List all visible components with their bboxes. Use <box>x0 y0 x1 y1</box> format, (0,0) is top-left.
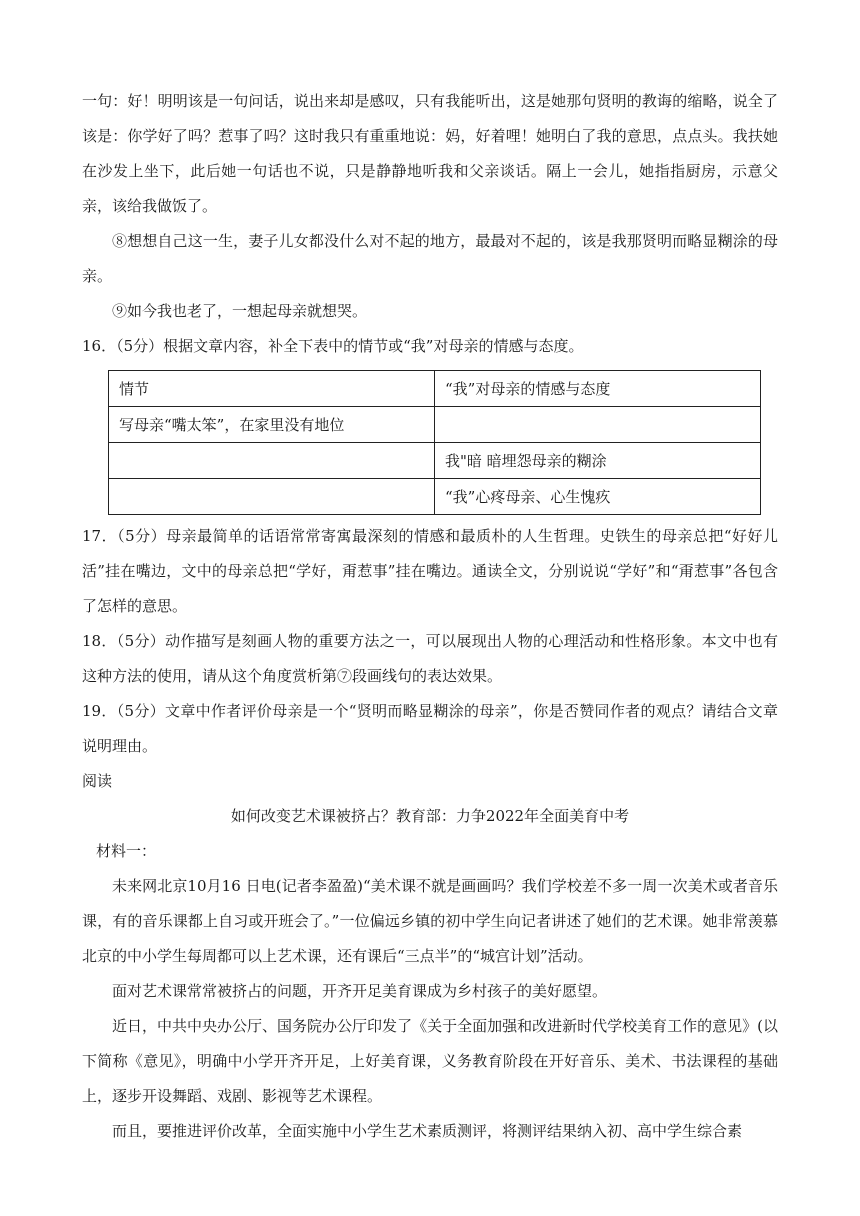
table-row <box>109 407 761 443</box>
table-cell: “我”心疼母亲、心生愧疚 <box>435 479 761 515</box>
table-row <box>109 443 761 479</box>
reading-label: 阅读 <box>82 772 113 790</box>
story-paragraph-8: ⑧想想自己这一生，妻子儿女都没什么对不起的地方，最最对不起的，该是我那贤明而略显糊涂的母亲。 <box>82 232 778 285</box>
article-paragraph-3: 近日，中共中央办公厅、国务院办公厅印发了《关于全面加强和改进新时代学校美育工作的意见》(以下简称《意见》，明确中小学开齐开足，上好美育课，义务教育阶段在开好音乐、美术、书法课程的基础上，逐步开设舞蹈、戏剧、影视等艺术课程。 <box>82 1017 778 1105</box>
table-cell: 写母亲“嘴太笨”，在家里没有地位 <box>109 407 435 443</box>
table-header-cell: “我”对母亲的情感与态度 <box>435 371 761 407</box>
material-label: 材料一： <box>96 842 157 860</box>
story-paragraph-7-tail: 一句：好！明明该是一句问话，说出来却是感叹，只有我能听出，这是她那句贤明的教诲的缩略，说全了该是：你学好了吗？惹事了吗？这时我只有重重地说：妈，好着哩！她明白了我的意思，点点头。我扶她在沙发上坐下，此后她一句话也不说，只是静静地听我和父亲谈话。隔上一会儿，她指指厨房，示意父亲，该给我做饭了。 <box>82 92 778 215</box>
question-19: 19．（5分）文章中作者评价母亲是一个“贤明而略显糊涂的母亲”，你是否赞同作者的观点？请结合文章说明理由。 <box>82 702 778 755</box>
story-paragraph-9: ⑨如今我也老了，一想起母亲就想哭。 <box>112 302 368 320</box>
question-17: 17．（5分）母亲最简单的话语常常寄寓最深刻的情感和最质朴的人生哲理。史铁生的母亲总把“好好儿活”挂在嘴边，文中的母亲总把“学好，甭惹事”挂在嘴边。通读全文，分别说说“学好”和“甭惹事”各包含了怎样的意思。 <box>82 527 778 615</box>
table-header-cell: 情节 <box>109 371 435 407</box>
article-title: 如何改变艺术课被挤占？教育部：力争2022年全面美育中考 <box>230 807 630 825</box>
document-page <box>82 84 778 1149</box>
plot-emotion-table <box>108 370 761 515</box>
article-paragraph-2: 面对艺术课常常被挤占的问题，开齐开足美育课成为乡村孩子的美好愿望。 <box>112 982 608 1000</box>
table-row <box>109 479 761 515</box>
table-blank-cell <box>109 479 435 515</box>
table-blank-cell <box>109 443 435 479</box>
question-16: 16．（5分）根据文章内容，补全下表中的情节或“我”对母亲的情感与态度。 <box>82 337 584 355</box>
article-paragraph-4: 而且，要推进评价改革，全面实施中小学生艺术素质测评，将测评结果纳入初、高中学生综合素 <box>112 1122 743 1140</box>
table-blank-cell <box>435 407 761 443</box>
table-cell: 我"暗 暗埋怨母亲的糊涂 <box>435 443 761 479</box>
table-header-row <box>109 371 761 407</box>
question-18: 18．（5分）动作描写是刻画人物的重要方法之一，可以展现出人物的心理活动和性格形象。本文中也有这种方法的使用，请从这个角度赏析第⑦段画线句的表达效果。 <box>82 632 778 685</box>
article-paragraph-1: 未来网北京10月16 日电(记者李盈盈)“美术课不就是画画吗？我们学校差不多一周一次美术或者音乐课，有的音乐课都上自习或开班会了。”一位偏远乡镇的初中学生向记者讲述了她们的艺术课。她非常羡慕北京的中小学生每周都可以上艺术课，还有课后“三点半”的“城宫计划”活动。 <box>82 877 778 965</box>
